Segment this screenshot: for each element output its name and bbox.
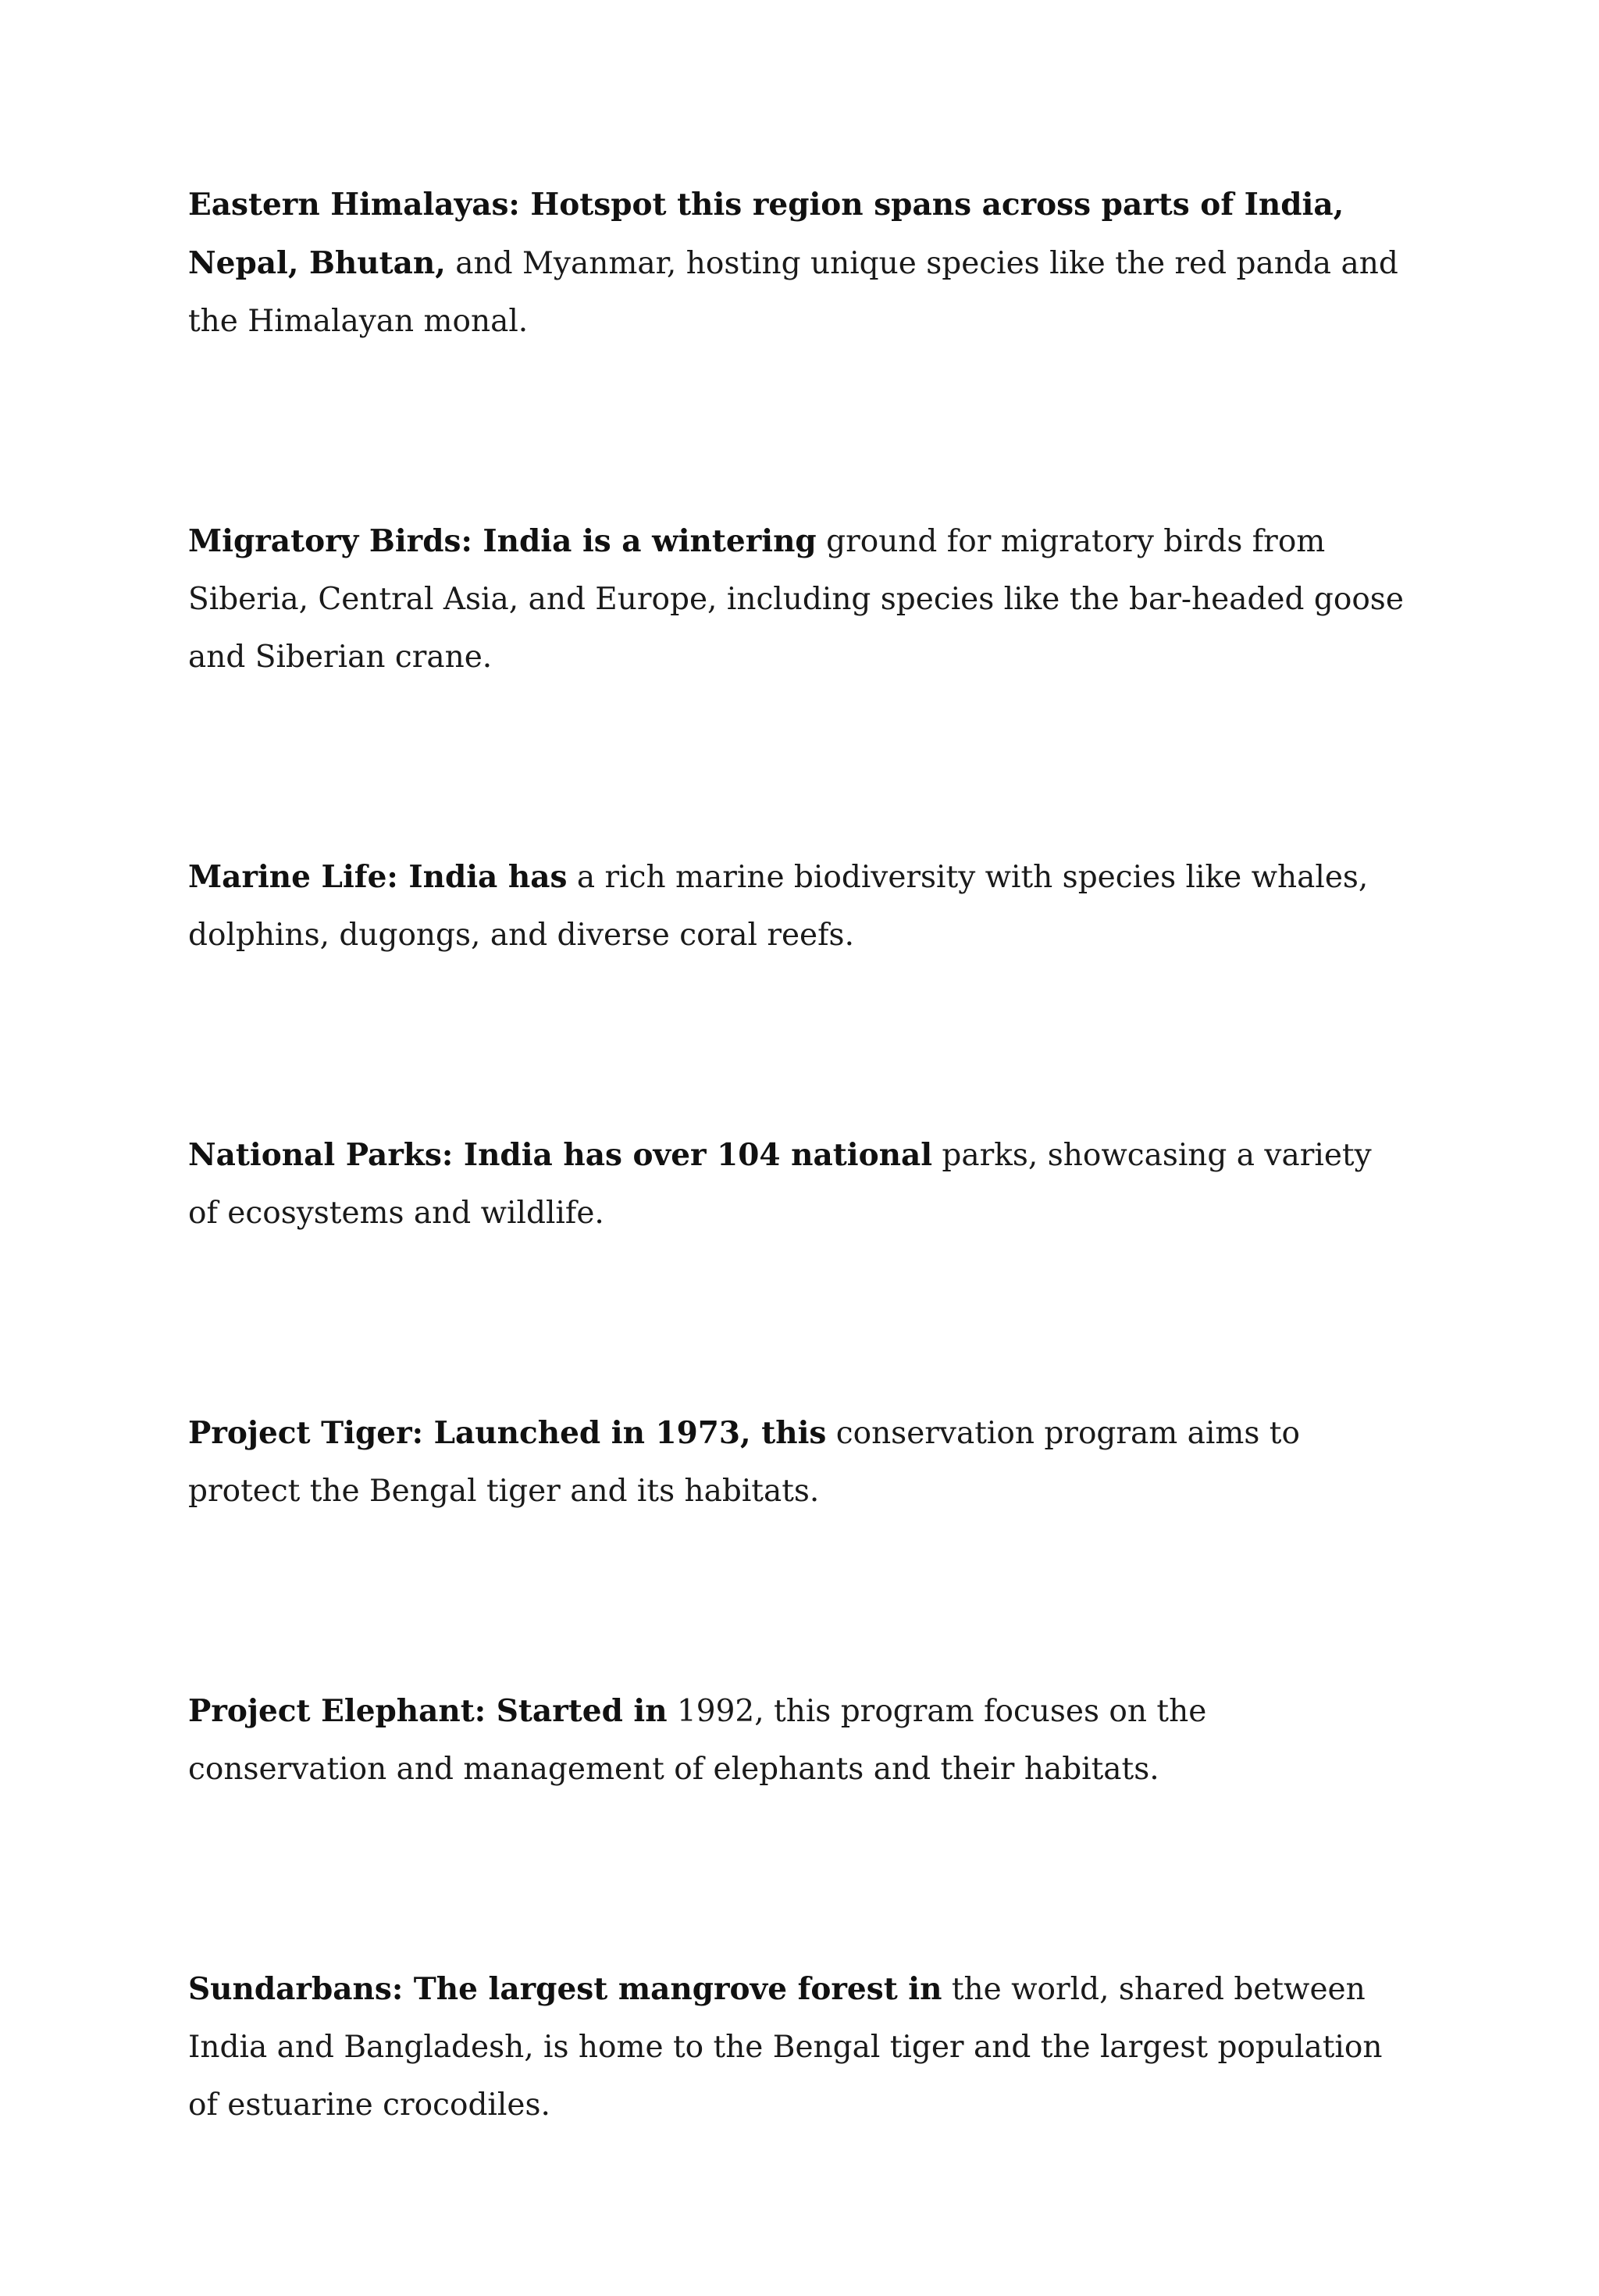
paragraph-text: ground for migratory birds from Siberia, Central Asia, and Europe, including species like the bar-headed goose and Siberian crane. [188,524,1404,675]
paragraph-lead: National Parks: India has over 104 national [188,1137,933,1173]
paragraph-text: and Myanmar, hosting unique species like the red panda and the Himalayan monal. [188,246,1398,339]
paragraph-marine-life [188,848,1406,964]
paragraph-lead: Migratory Birds: India is a wintering [188,523,817,559]
paragraph-lead: Project Elephant: Started in [188,1693,668,1729]
paragraph-lead: Sundarbans: The largest mangrove forest in [188,1971,942,2007]
paragraph-lead: Eastern Himalayas: Hotspot this region spans across parts of India, Nepal, Bhutan, [188,187,1344,281]
paragraph-lead: Project Tiger: Launched in 1973, this [188,1415,827,1451]
paragraph-lead: Marine Life: India has [188,859,568,895]
paragraph-text: conservation program aims to protect the Bengal tiger and its habitats. [188,1416,1300,1509]
paragraph-text: the world, shared between India and Bangladesh, is home to the Bengal tiger and the largest population of estuarine crocodiles. [188,1972,1383,2123]
paragraph-text: a rich marine biodiversity with species like whales, dolphins, dugongs, and diverse coral reefs. [188,860,1369,953]
paragraph-text: 1992, this program focuses on the conservation and management of elephants and their habitats. [188,1694,1207,1787]
paragraph-eastern-himalayas [188,176,1406,351]
paragraph-sundarbans [188,1960,1406,2134]
paragraph-project-elephant [188,1682,1406,1799]
paragraph-text: parks, showcasing a variety of ecosystems and wildlife. [188,1138,1372,1231]
paragraph-project-tiger [188,1404,1406,1521]
paragraph-migratory-birds [188,512,1406,686]
document-body [188,176,1406,2296]
paragraph-national-parks [188,1126,1406,1242]
